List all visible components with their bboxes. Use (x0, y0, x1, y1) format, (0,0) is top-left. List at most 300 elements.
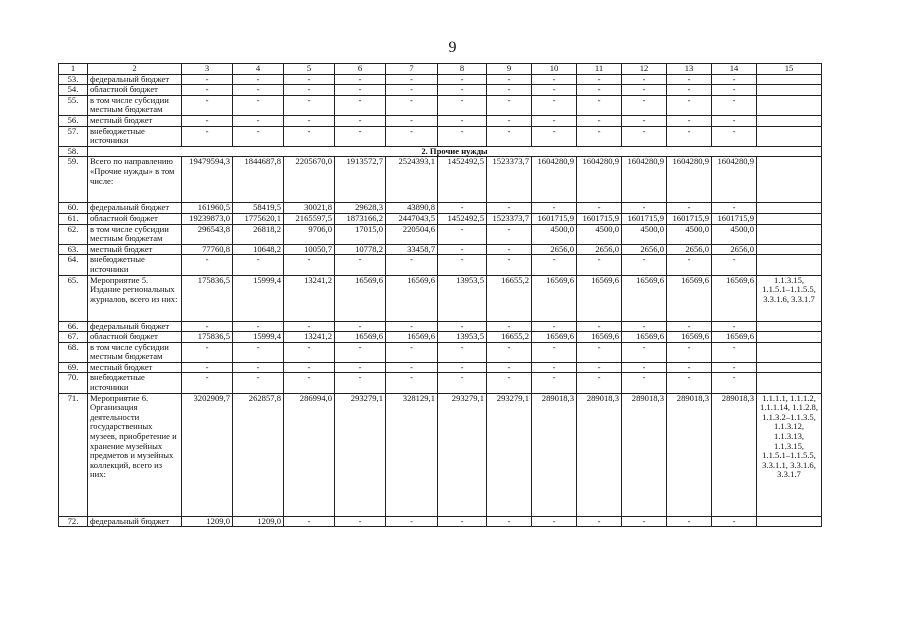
value-cell: - (712, 74, 757, 85)
value-cell: - (532, 115, 577, 126)
value-cell: 289018,3 (622, 393, 667, 516)
value-cell: - (622, 203, 667, 214)
table-row (59, 126, 822, 146)
table-row (59, 203, 822, 214)
value-cell: - (335, 373, 386, 393)
value-cell: - (438, 95, 487, 115)
reference-cell: 1.1.3.15, 1.1.5.1–1.1.5.5, 3.3.1.6, 3.3.1.7 (757, 275, 822, 321)
value-cell: 2656,0 (577, 244, 622, 255)
value-cell: - (532, 203, 577, 214)
value-cell: - (577, 115, 622, 126)
column-header: 6 (335, 64, 386, 75)
table-row (59, 332, 822, 343)
value-cell: 328129,1 (386, 393, 438, 516)
row-number: 62. (59, 224, 88, 244)
value-cell: 220504,6 (386, 224, 438, 244)
value-cell: - (577, 74, 622, 85)
value-cell: - (335, 85, 386, 96)
reference-cell (757, 244, 822, 255)
value-cell: 13953,5 (438, 275, 487, 321)
value-cell: - (438, 224, 487, 244)
value-cell: 16569,6 (335, 275, 386, 321)
value-cell: - (622, 342, 667, 362)
row-number: 70. (59, 373, 88, 393)
value-cell: - (667, 373, 712, 393)
value-cell: 1209,0 (233, 516, 284, 527)
value-cell: - (438, 115, 487, 126)
section-title: 2. Прочие нужды (88, 146, 822, 157)
value-cell: 26818,2 (233, 224, 284, 244)
table-row (59, 373, 822, 393)
value-cell: 15999,4 (233, 275, 284, 321)
value-cell: - (577, 342, 622, 362)
row-label: в том числе субсидии местным бюджетам (88, 95, 182, 115)
value-cell: 1604280,9 (712, 157, 757, 203)
row-number: 72. (59, 516, 88, 527)
value-cell: - (284, 85, 335, 96)
reference-cell (757, 115, 822, 126)
value-cell: - (532, 516, 577, 527)
value-cell: 2656,0 (622, 244, 667, 255)
value-cell: 9706,0 (284, 224, 335, 244)
value-cell: 293279,1 (335, 393, 386, 516)
value-cell: 289018,3 (712, 393, 757, 516)
value-cell: - (622, 373, 667, 393)
value-cell: 4500,0 (532, 224, 577, 244)
reference-cell (757, 255, 822, 275)
value-cell: 161960,5 (182, 203, 233, 214)
value-cell: - (335, 255, 386, 275)
value-cell: 1523373,7 (487, 157, 532, 203)
value-cell: - (532, 85, 577, 96)
value-cell: 1604280,9 (532, 157, 577, 203)
row-label: внебюджетные источники (88, 373, 182, 393)
value-cell: 16655,2 (487, 332, 532, 343)
value-cell: - (577, 255, 622, 275)
row-label: местный бюджет (88, 244, 182, 255)
value-cell: - (284, 516, 335, 527)
page-number: 9 (448, 39, 457, 56)
value-cell: 16569,6 (335, 332, 386, 343)
value-cell: - (284, 255, 335, 275)
value-cell: - (622, 115, 667, 126)
value-cell: - (233, 321, 284, 332)
value-cell: 289018,3 (667, 393, 712, 516)
column-header: 12 (622, 64, 667, 75)
value-cell: - (577, 85, 622, 96)
value-cell: - (712, 321, 757, 332)
row-number: 71. (59, 393, 88, 516)
value-cell: - (487, 85, 532, 96)
value-cell: 293279,1 (438, 393, 487, 516)
value-cell: 16569,6 (532, 275, 577, 321)
value-cell: 1844687,8 (233, 157, 284, 203)
value-cell: - (386, 126, 438, 146)
row-label: Мероприятие 6. Организация деятельности государственных музеев, приобретение и хранение музейных предметов и музейных коллекций, всего из них: (88, 393, 182, 516)
value-cell: - (622, 85, 667, 96)
row-number: 67. (59, 332, 88, 343)
row-label: в том числе субсидии местным бюджетам (88, 224, 182, 244)
value-cell: 16655,2 (487, 275, 532, 321)
value-cell: - (577, 321, 622, 332)
value-cell: 13241,2 (284, 275, 335, 321)
column-header: 4 (233, 64, 284, 75)
reference-cell (757, 74, 822, 85)
column-header: 2 (88, 64, 182, 75)
table-body (59, 64, 822, 527)
value-cell: 1601715,9 (667, 213, 712, 224)
reference-cell (757, 203, 822, 214)
value-cell: - (233, 373, 284, 393)
table-row (59, 95, 822, 115)
table-row (59, 342, 822, 362)
value-cell: - (182, 321, 233, 332)
header-row (59, 64, 822, 75)
value-cell: - (233, 362, 284, 373)
row-label: областной бюджет (88, 85, 182, 96)
column-header: 5 (284, 64, 335, 75)
row-label: федеральный бюджет (88, 321, 182, 332)
value-cell: 16569,6 (532, 332, 577, 343)
value-cell: - (182, 95, 233, 115)
value-cell: - (667, 516, 712, 527)
value-cell: 175836,5 (182, 275, 233, 321)
column-header: 1 (59, 64, 88, 75)
value-cell: 4500,0 (622, 224, 667, 244)
value-cell: 2447043,5 (386, 213, 438, 224)
value-cell: 2656,0 (712, 244, 757, 255)
column-header: 3 (182, 64, 233, 75)
value-cell: 262857,8 (233, 393, 284, 516)
value-cell: 16569,6 (712, 332, 757, 343)
value-cell: - (577, 373, 622, 393)
value-cell: 1523373,7 (487, 213, 532, 224)
row-number: 64. (59, 255, 88, 275)
row-label: Всего по направлению «Прочие нужды» в том числе: (88, 157, 182, 203)
table-row (59, 255, 822, 275)
row-number: 53. (59, 74, 88, 85)
value-cell: - (182, 85, 233, 96)
value-cell: 2205670,0 (284, 157, 335, 203)
value-cell: 58419,5 (233, 203, 284, 214)
column-header: 11 (577, 64, 622, 75)
value-cell: - (487, 74, 532, 85)
value-cell: - (487, 244, 532, 255)
table-row (59, 224, 822, 244)
value-cell: - (487, 342, 532, 362)
value-cell: - (335, 126, 386, 146)
value-cell: - (182, 373, 233, 393)
value-cell: 16569,6 (622, 275, 667, 321)
value-cell: - (712, 95, 757, 115)
row-label: местный бюджет (88, 115, 182, 126)
value-cell: 10778,2 (335, 244, 386, 255)
value-cell: - (438, 126, 487, 146)
value-cell: - (577, 516, 622, 527)
column-header: 7 (386, 64, 438, 75)
row-label: федеральный бюджет (88, 516, 182, 527)
row-number: 55. (59, 95, 88, 115)
value-cell: 16569,6 (386, 275, 438, 321)
value-cell: 1604280,9 (622, 157, 667, 203)
column-header: 13 (667, 64, 712, 75)
value-cell: - (182, 255, 233, 275)
value-cell: - (233, 115, 284, 126)
table-row (59, 321, 822, 332)
value-cell: - (712, 342, 757, 362)
value-cell: 17015,0 (335, 224, 386, 244)
value-cell: - (622, 321, 667, 332)
value-cell: 16569,6 (712, 275, 757, 321)
value-cell: 1604280,9 (577, 157, 622, 203)
value-cell: 4500,0 (667, 224, 712, 244)
value-cell: 13953,5 (438, 332, 487, 343)
value-cell: - (284, 342, 335, 362)
column-header: 9 (487, 64, 532, 75)
table-row (59, 115, 822, 126)
value-cell: 19479594,3 (182, 157, 233, 203)
value-cell: - (335, 95, 386, 115)
value-cell: - (532, 95, 577, 115)
column-header: 10 (532, 64, 577, 75)
value-cell: - (487, 255, 532, 275)
value-cell: - (667, 342, 712, 362)
value-cell: 1913572,7 (335, 157, 386, 203)
row-label: областной бюджет (88, 213, 182, 224)
value-cell: - (487, 126, 532, 146)
value-cell: 16569,6 (667, 275, 712, 321)
value-cell: - (577, 126, 622, 146)
row-number: 58. (59, 146, 88, 157)
value-cell: - (577, 203, 622, 214)
value-cell: - (622, 516, 667, 527)
value-cell: - (386, 74, 438, 85)
value-cell: - (667, 203, 712, 214)
value-cell: 1601715,9 (712, 213, 757, 224)
value-cell: - (386, 342, 438, 362)
value-cell: - (233, 342, 284, 362)
value-cell: - (712, 362, 757, 373)
value-cell: - (487, 321, 532, 332)
value-cell: - (284, 95, 335, 115)
reference-cell (757, 213, 822, 224)
reference-cell (757, 321, 822, 332)
value-cell: - (438, 244, 487, 255)
value-cell: - (335, 342, 386, 362)
value-cell: - (233, 255, 284, 275)
value-cell: - (487, 95, 532, 115)
value-cell: - (438, 373, 487, 393)
row-label: внебюджетные источники (88, 126, 182, 146)
value-cell: - (487, 203, 532, 214)
value-cell: - (712, 115, 757, 126)
value-cell: - (386, 373, 438, 393)
column-header: 15 (757, 64, 822, 75)
value-cell: - (667, 74, 712, 85)
value-cell: - (182, 126, 233, 146)
value-cell: 77760,8 (182, 244, 233, 255)
value-cell: - (182, 74, 233, 85)
value-cell: 2656,0 (532, 244, 577, 255)
value-cell: - (532, 362, 577, 373)
row-label: федеральный бюджет (88, 74, 182, 85)
value-cell: - (284, 74, 335, 85)
value-cell: 1452492,5 (438, 213, 487, 224)
row-number: 61. (59, 213, 88, 224)
value-cell: - (712, 516, 757, 527)
value-cell: - (438, 516, 487, 527)
table-row (59, 362, 822, 373)
value-cell: - (335, 321, 386, 332)
value-cell: - (667, 95, 712, 115)
value-cell: 19239873,0 (182, 213, 233, 224)
value-cell: 4500,0 (577, 224, 622, 244)
value-cell: - (284, 373, 335, 393)
row-label: Мероприятие 5. Издание региональных журналов, всего из них: (88, 275, 182, 321)
value-cell: - (577, 362, 622, 373)
value-cell: - (438, 85, 487, 96)
value-cell: 296543,8 (182, 224, 233, 244)
reference-cell (757, 362, 822, 373)
value-cell: 175836,5 (182, 332, 233, 343)
value-cell: - (233, 85, 284, 96)
value-cell: 16569,6 (577, 275, 622, 321)
value-cell: 1601715,9 (622, 213, 667, 224)
value-cell: - (386, 95, 438, 115)
table-row (59, 85, 822, 96)
value-cell: - (386, 85, 438, 96)
row-number: 66. (59, 321, 88, 332)
value-cell: - (284, 115, 335, 126)
row-label: внебюджетные источники (88, 255, 182, 275)
table-row (59, 516, 822, 527)
value-cell: - (335, 362, 386, 373)
value-cell: 2656,0 (667, 244, 712, 255)
value-cell: - (532, 321, 577, 332)
value-cell: - (487, 516, 532, 527)
value-cell: - (532, 126, 577, 146)
row-number: 56. (59, 115, 88, 126)
value-cell: 15999,4 (233, 332, 284, 343)
value-cell: - (487, 115, 532, 126)
value-cell: 10648,2 (233, 244, 284, 255)
value-cell: - (233, 126, 284, 146)
value-cell: 1873166,2 (335, 213, 386, 224)
value-cell: - (487, 362, 532, 373)
value-cell: - (438, 321, 487, 332)
reference-cell (757, 126, 822, 146)
value-cell: - (712, 126, 757, 146)
reference-cell: 1.1.1.1, 1.1.1.2, 1.1.1.14, 1.1.2.8, 1.1.3.2–1.1.3.5, 1.1.3.12, 1.1.3.13, 1.1.3.15, 1.1.5.1–1.1.5.5, 3.3.1.1, 3.3.1.6, 3.3.1.7 (757, 393, 822, 516)
value-cell: - (386, 115, 438, 126)
reference-cell (757, 516, 822, 527)
row-number: 59. (59, 157, 88, 203)
value-cell: - (438, 255, 487, 275)
row-number: 57. (59, 126, 88, 146)
value-cell: - (712, 203, 757, 214)
table-row (59, 393, 822, 516)
value-cell: - (182, 362, 233, 373)
table-row (59, 244, 822, 255)
value-cell: 286994,0 (284, 393, 335, 516)
value-cell: - (622, 126, 667, 146)
value-cell: - (622, 255, 667, 275)
value-cell: - (438, 74, 487, 85)
value-cell: 16569,6 (386, 332, 438, 343)
value-cell: 4500,0 (712, 224, 757, 244)
value-cell: 3202909,7 (182, 393, 233, 516)
value-cell: 289018,3 (532, 393, 577, 516)
value-cell: - (335, 115, 386, 126)
column-header: 14 (712, 64, 757, 75)
value-cell: - (667, 321, 712, 332)
value-cell: 29628,3 (335, 203, 386, 214)
column-header: 8 (438, 64, 487, 75)
table-row (59, 146, 822, 157)
value-cell: 16569,6 (622, 332, 667, 343)
value-cell: - (386, 255, 438, 275)
row-number: 65. (59, 275, 88, 321)
value-cell: 1601715,9 (532, 213, 577, 224)
value-cell: - (182, 115, 233, 126)
row-number: 60. (59, 203, 88, 214)
reference-cell (757, 342, 822, 362)
value-cell: 13241,2 (284, 332, 335, 343)
budget-table (58, 63, 822, 527)
value-cell: - (335, 516, 386, 527)
value-cell: - (182, 342, 233, 362)
table-row (59, 74, 822, 85)
value-cell: - (487, 373, 532, 393)
value-cell: - (532, 373, 577, 393)
value-cell: - (622, 95, 667, 115)
value-cell: - (622, 362, 667, 373)
value-cell: 2165597,5 (284, 213, 335, 224)
value-cell: - (712, 373, 757, 393)
value-cell: - (438, 203, 487, 214)
value-cell: - (667, 85, 712, 96)
value-cell: 1604280,9 (667, 157, 712, 203)
value-cell: - (284, 126, 335, 146)
row-number: 69. (59, 362, 88, 373)
value-cell: 1601715,9 (577, 213, 622, 224)
value-cell: - (233, 95, 284, 115)
row-label: местный бюджет (88, 362, 182, 373)
row-label: областной бюджет (88, 332, 182, 343)
reference-cell (757, 85, 822, 96)
value-cell: 2524393,1 (386, 157, 438, 203)
table-row (59, 213, 822, 224)
value-cell: - (712, 255, 757, 275)
row-label: в том числе субсидии местным бюджетам (88, 342, 182, 362)
value-cell: - (386, 516, 438, 527)
value-cell: - (284, 321, 335, 332)
value-cell: - (532, 342, 577, 362)
value-cell: 30021,8 (284, 203, 335, 214)
value-cell: - (335, 74, 386, 85)
value-cell: - (284, 362, 335, 373)
value-cell: 293279,1 (487, 393, 532, 516)
reference-cell (757, 224, 822, 244)
reference-cell (757, 373, 822, 393)
value-cell: - (438, 342, 487, 362)
reference-cell (757, 332, 822, 343)
value-cell: 16569,6 (577, 332, 622, 343)
value-cell: - (712, 85, 757, 96)
value-cell: - (622, 74, 667, 85)
value-cell: - (667, 255, 712, 275)
value-cell: 1209,0 (182, 516, 233, 527)
